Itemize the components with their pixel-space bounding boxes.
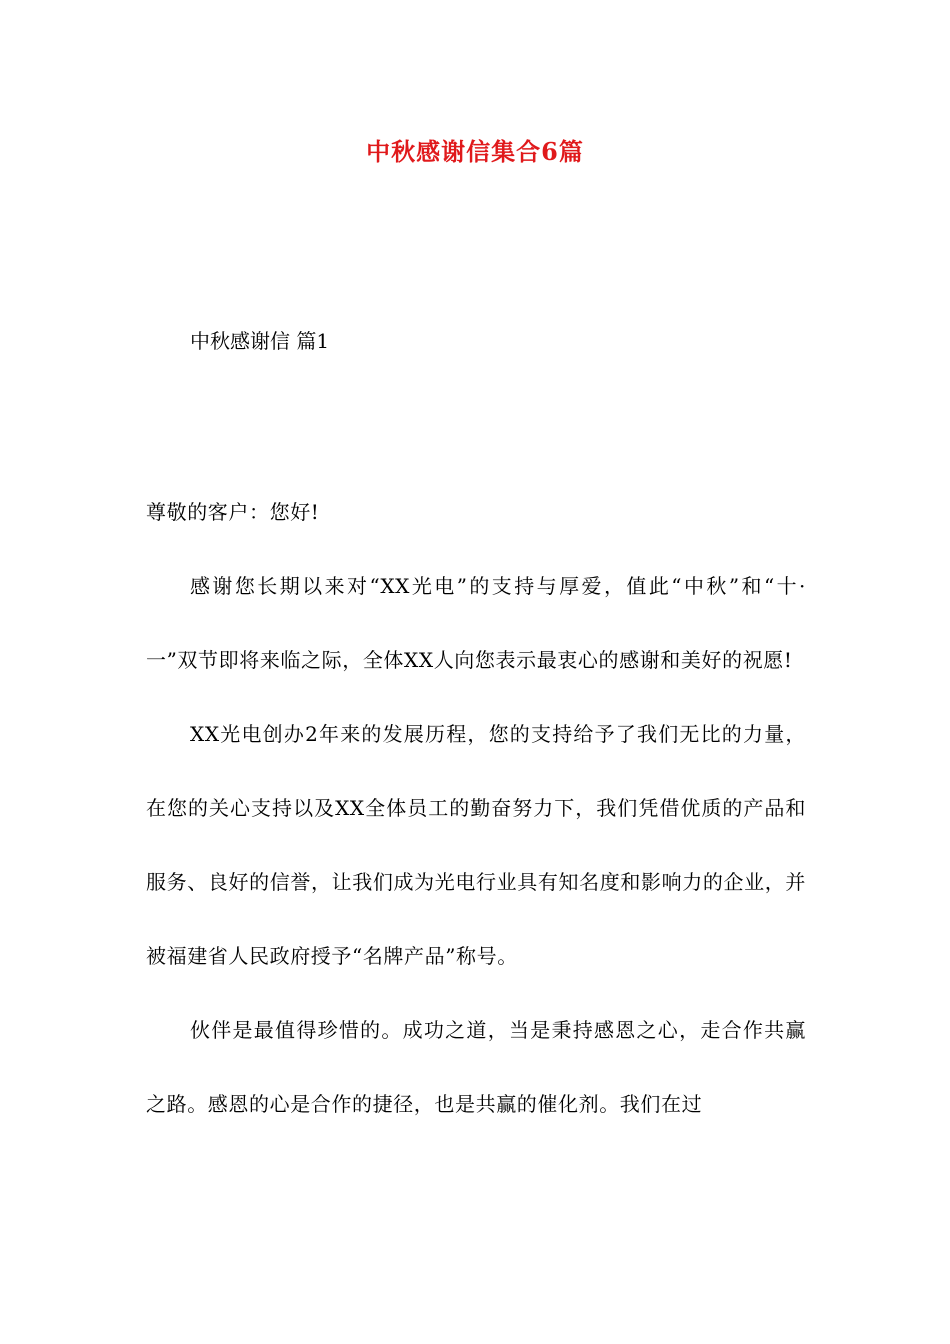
section-heading: 中秋感谢信 篇1 [190,329,330,353]
letter-body [146,475,806,1141]
letter-paragraph-3: 伙伴是最值得珍惜的。成功之道，当是秉持感恩之心，走合作共赢之路。感恩的心是合作的捷径，也是共赢的催化剂。我们在过 [146,1018,806,1116]
document-title: 中秋感谢信集合6篇 [366,137,584,166]
letter-greeting: 尊敬的客户：您好! [146,500,320,524]
letter-paragraph-1: 感谢您长期以来对“XX光电”的支持与厚爱，值此“中秋”和“十·一”双节即将来临之际，全体XX人向您表示最衷心的感谢和美好的祝愿! [146,574,806,672]
letter-paragraph-2: XX光电创办2年来的发展历程，您的支持给予了我们无比的力量，在您的关心支持以及XX全体员工的勤奋努力下，我们凭借优质的产品和服务、良好的信誉，让我们成为光电行业具有知名度和影响力的企业，并被福建省人民政府授予“名牌产品”称号。 [146,722,806,968]
